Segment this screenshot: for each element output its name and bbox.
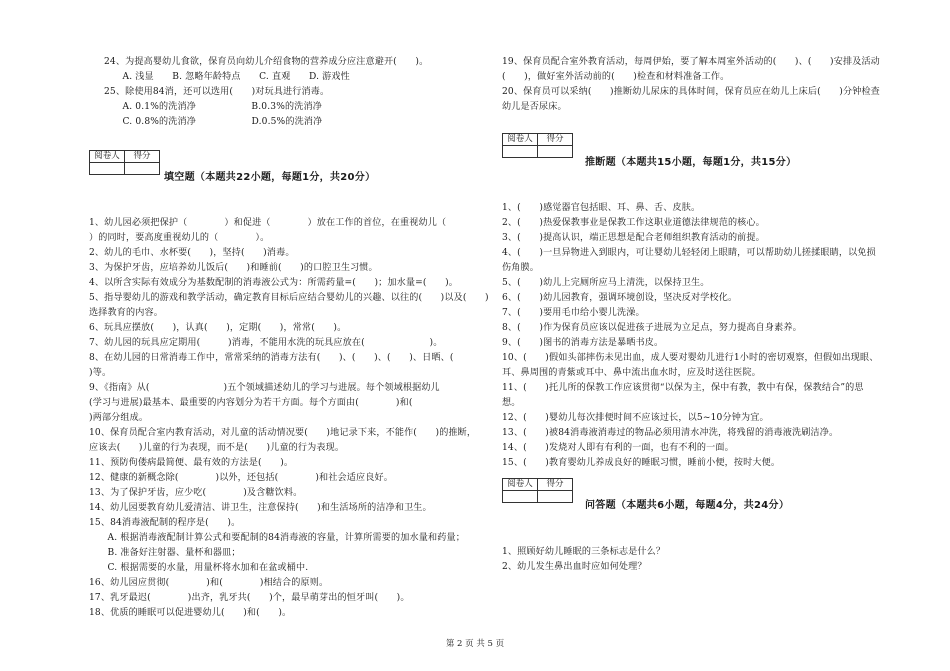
fill-line: 15、84消毒液配制的程序是( )。 (89, 518, 241, 528)
fill-option: C. 根据需要的水量，用量杯将水加和在盆或桶中. (89, 563, 309, 573)
judge-line: 11、( )托儿所的保教工作应该贯彻“以保为主，保中有教，教中有保，保教结合”的思 (502, 383, 864, 393)
judge-line: 14、( )发烧对人即有有利的一面，也有不利的一面。 (502, 443, 734, 453)
reviewer-label: 阅卷人 (503, 134, 538, 146)
reviewer-cell (90, 163, 125, 175)
question-line: 25、除使用84消，还可以选用( )对玩具进行消毒。 (104, 87, 330, 97)
score-cell (538, 146, 573, 158)
score-label: 得分 (538, 134, 573, 146)
reviewer-cell (503, 491, 538, 503)
fill-line: 应该去( )儿童的行为表现，而不是( )儿童的行为表现。 (89, 443, 345, 453)
question-line: 幼儿是否尿床。 (502, 102, 567, 112)
fill-line: 13、为了保护牙齿，应少吃( )及含糖饮料。 (89, 488, 303, 498)
fill-line: 9、《指南》从( )五个领域描述幼儿的学习与进展。每个领域根据幼儿 (89, 383, 440, 393)
fill-line: 17、乳牙最迟( )出齐，乳牙共( )个，最早萌芽出的恒牙叫( )。 (89, 593, 410, 603)
judge-line: 15、( )教育婴幼儿养成良好的睡眠习惯，睡前小便，按时大便。 (502, 458, 781, 468)
fill-line: 11、预防佝偻病最简便、最有效的方法是( )。 (89, 458, 294, 468)
judge-line: 1、( )感觉器官包括眼、耳、鼻、舌、皮肤。 (502, 203, 701, 213)
question-line: 20、保育员可以采纳( )推断幼儿尿床的具体时间，保育员应在幼儿上床后( )分钟检查 (502, 87, 880, 97)
judge-line: 耳、鼻周围的青紫或耳中、鼻中流出血水时，应及时送往医院。 (502, 368, 761, 378)
question-options: C. 0.8%的洗消净 D.0.5%的洗消净 (104, 117, 323, 127)
score-label: 得分 (125, 151, 160, 163)
fill-line: 1、幼儿园必须把保护（ ）和促进（ ）放在工作的首位，在重视幼儿（ (89, 218, 484, 228)
section-title-judge: 推断题（本题共15小题，每题1分，共15分） (585, 157, 797, 168)
judge-line: 3、( )提高认识，端正思想是配合老师组织教育活动的前提。 (502, 233, 765, 243)
fill-line: )等。 (89, 368, 112, 378)
judge-line: 6、( )幼儿园教育，强调环境创设，坚决反对学校化。 (502, 293, 738, 303)
page-footer: 第 2 页 共 5 页 (445, 639, 505, 649)
fill-line: 6、玩具应摆放( )，认真( )，定期( )，常常( )。 (89, 323, 347, 333)
score-cell (538, 491, 573, 503)
qa-line: 1、照顾好幼儿睡眠的三条标志是什么？ (502, 547, 666, 557)
judge-line: 5、( )幼儿上完厕所应马上清洗，以保持卫生。 (502, 278, 710, 288)
judge-line: 10、( )假如头部摔伤未见出血，成人要对婴幼儿进行1小时的密切观察，但假如出现眼、 (502, 353, 879, 363)
judge-line: 伤角膜。 (502, 263, 539, 273)
judge-line: 13、( )被84消毒液消毒过的物品必须用清水冲洗，将残留的消毒液洗刷洁净。 (502, 428, 839, 438)
fill-line: 4、以所含实际有效成分为基数配制的消毒液公式为：所需药量=( )；加水量=( )。 (89, 278, 459, 288)
judge-line: 4、( )一旦异物进入到眼内，可让婴幼儿轻轻闭上眼睛，可以帮助幼儿搓揉眼睛，以免损 (502, 248, 876, 258)
fill-line: 14、幼儿园要教育幼儿爱清洁、讲卫生，注意保持( )和生活场所的洁净和卫生。 (89, 503, 432, 513)
score-label: 得分 (538, 479, 573, 491)
fill-line: 7、幼儿园的玩具应定期用( )消毒，不能用水洗的玩具应放在( )。 (89, 338, 443, 348)
judge-line: 2、( )热爱保教事业是保教工作这职业道德法律规范的核心。 (502, 218, 765, 228)
score-cell (125, 163, 160, 175)
fill-option: B. 准备好注射器、量杯和器皿； (89, 548, 241, 558)
fill-line: 12、健康的新概念除( )以外，还包括( )和社会适应良好。 (89, 473, 393, 483)
judge-line: 12、( )婴幼儿每次排便时间不应该过长，以5~10分钟为宜。 (502, 413, 769, 423)
question-line: 19、保育员配合室外教育活动，每周伊始，要了解本周室外活动的( )、( )安排及活动 (502, 57, 880, 67)
judge-line: 想。 (502, 398, 521, 408)
question-line: 24、为提高婴幼儿食欲，保育员向幼儿介绍食物的营养成分应注意避开( )。 (104, 57, 429, 67)
judge-line: 7、( )要用毛巾给小婴儿洗澡。 (502, 308, 645, 318)
score-box (89, 150, 160, 175)
section-title-qa: 问答题（本题共6小题，每题4分，共24分） (585, 500, 790, 511)
question-options: A. 0.1%的洗消净 B.0.3%的洗消净 (104, 102, 322, 112)
question-line: ( )，做好室外活动前的( )检查和材料准备工作。 (502, 72, 730, 82)
fill-line: 3、为保护牙齿，应培养幼儿饭后( )和睡前( )的口腔卫生习惯。 (89, 263, 378, 273)
judge-line: 9、( )图书的消毒方法是暴晒书皮。 (502, 338, 664, 348)
fill-line: 10、保育员配合室内教育活动，对儿童的活动情况要( )地记录下来，不能作( )的推断， (89, 428, 477, 438)
judge-line: 8、( )作为保育员应该以促进孩子进展为立足点，努力提高自身素养。 (502, 323, 802, 333)
section-title-fill: 填空题（本题共22小题，每题1分，共20分） (164, 172, 376, 183)
fill-line: 2、幼儿的毛巾、水杯要( )，坚持( )消毒。 (89, 248, 295, 258)
reviewer-cell (503, 146, 538, 158)
fill-line: 5、指导婴幼儿的游戏和教学活动，确定教育目标后应结合婴幼儿的兴趣、以往的( )以及( ) (89, 293, 489, 303)
score-box (502, 478, 573, 503)
fill-line: 选择教育的内容。 (89, 308, 163, 318)
fill-line: 8、在幼儿园的日常消毒工作中，常常采纳的消毒方法有( )、( )、( )、日晒、( (89, 353, 473, 363)
fill-option: A. 根据消毒液配制计算公式和要配制的84消毒液的容量，计算所需要的加水量和药量； (89, 533, 465, 543)
score-box (502, 133, 573, 158)
question-options: A. 浅显 B. 忽略年龄特点 C. 直观 D. 游戏性 (104, 72, 350, 82)
fill-line: (学习与进展)最基本、最重要的内容划分为若干方面。每个方面由( )和( (89, 398, 450, 408)
fill-line: 18、优质的睡眠可以促进婴幼儿( )和( )。 (89, 608, 292, 618)
fill-line: 16、幼儿园应贯彻( )和( )相结合的原则。 (89, 578, 329, 588)
reviewer-label: 阅卷人 (90, 151, 125, 163)
qa-line: 2、幼儿发生鼻出血时应如何处理？ (502, 562, 647, 572)
reviewer-label: 阅卷人 (503, 479, 538, 491)
fill-line: )两部分组成。 (89, 413, 149, 423)
fill-line: ）的同时，要高度重视幼儿的（ ）。 (89, 233, 270, 243)
